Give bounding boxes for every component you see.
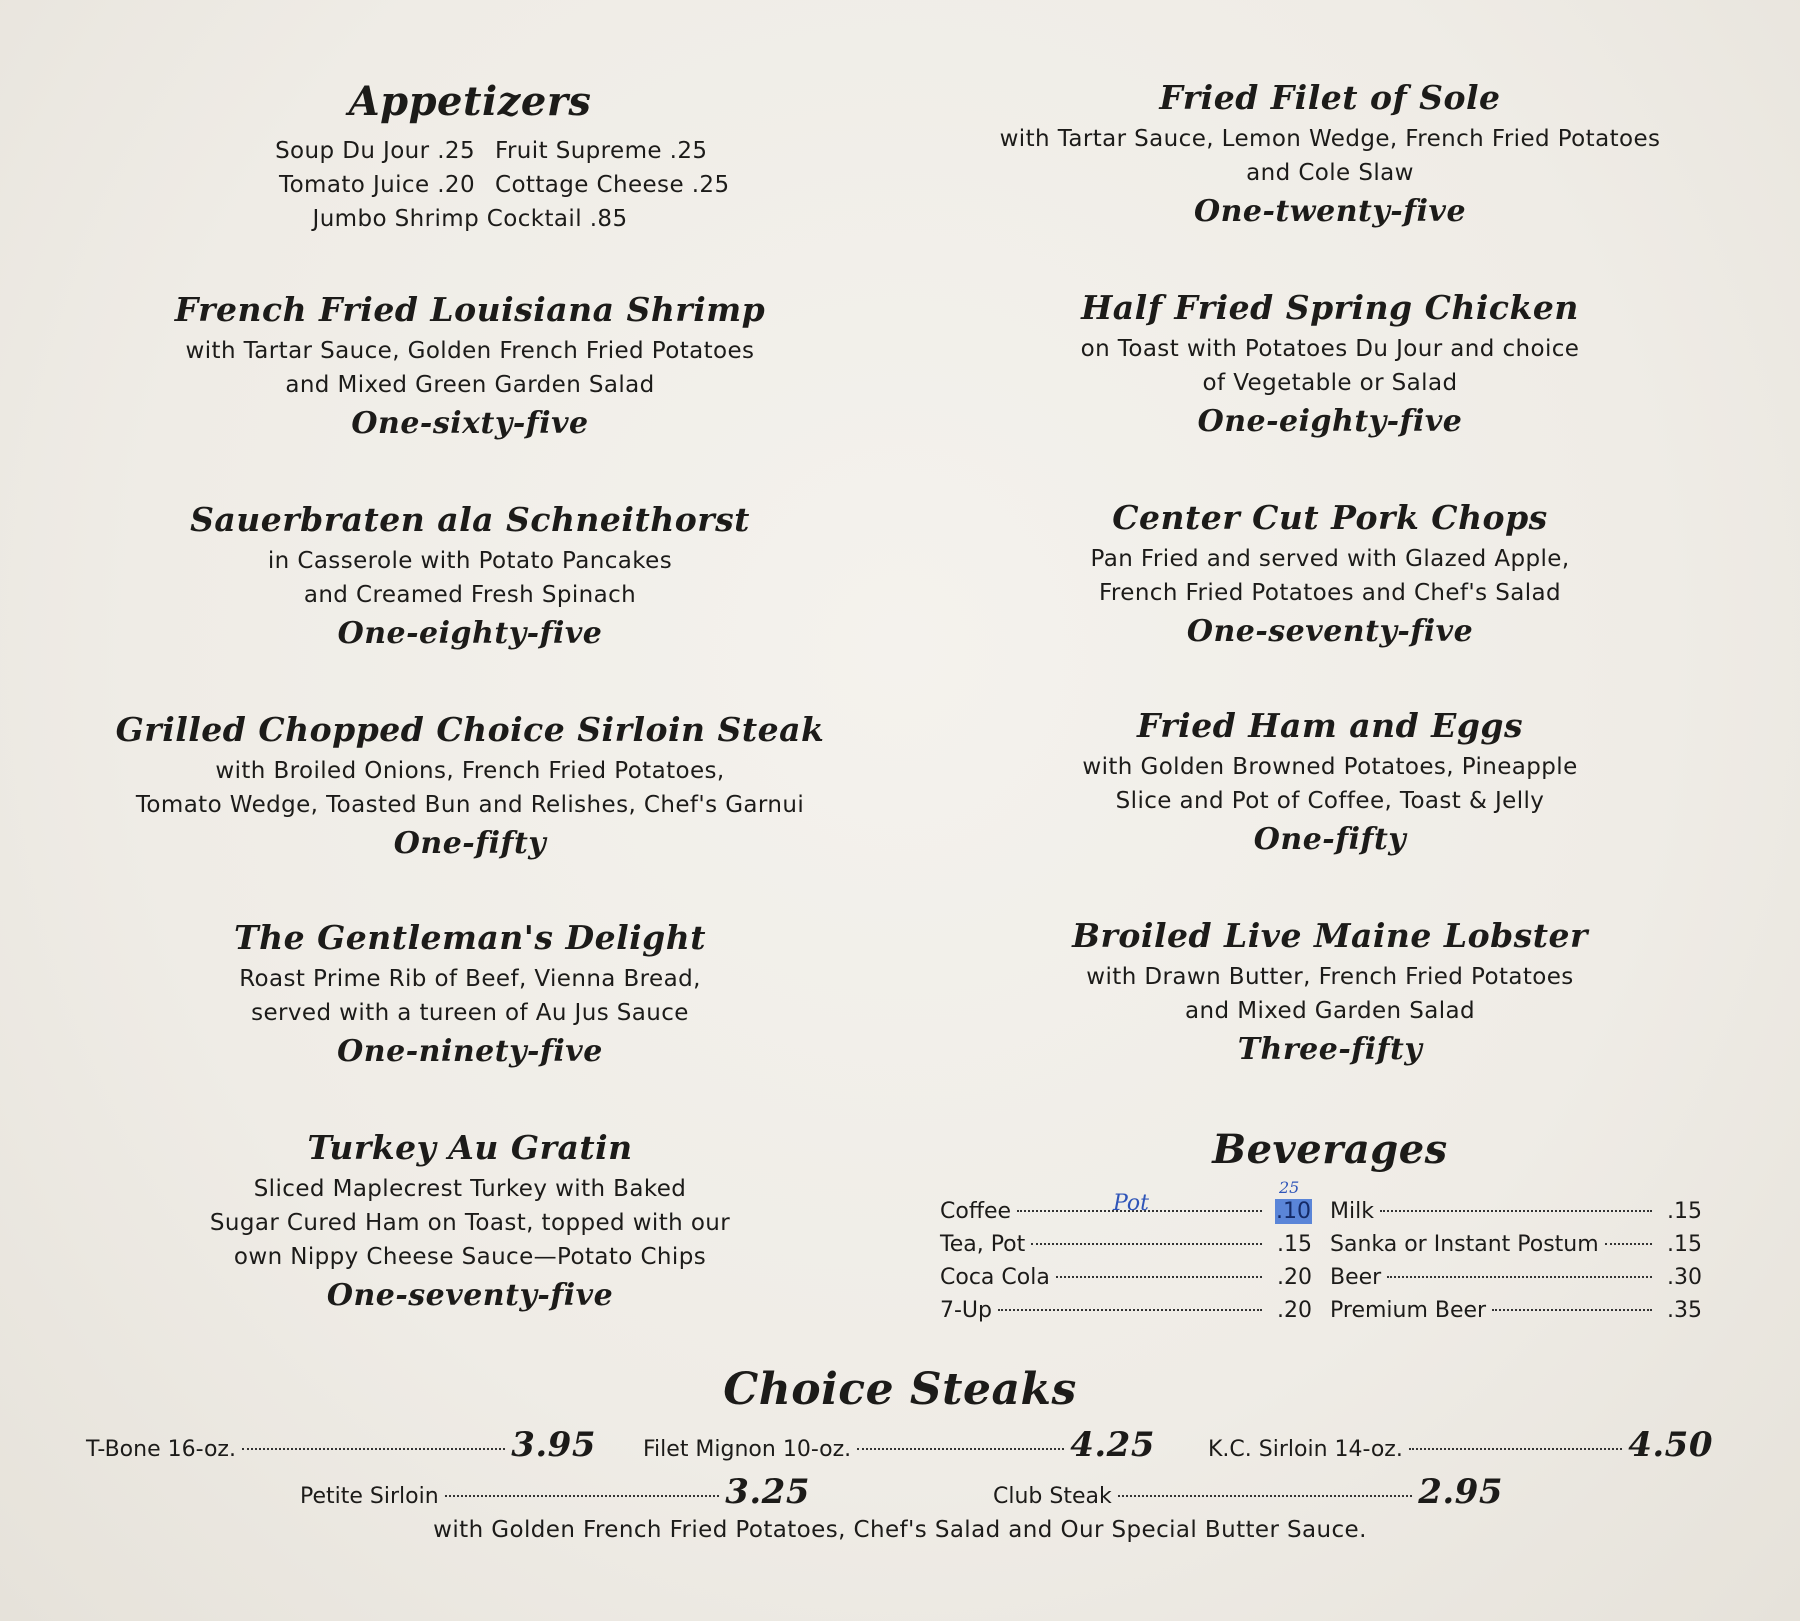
beverage-name: Sanka or Instant Postum: [1330, 1232, 1599, 1257]
steaks-footer: with Golden French Fried Potatoes, Chef's Salad and Our Special Butter Sauce.: [433, 1517, 1367, 1543]
appetizer-item: Fruit Supreme .25: [495, 138, 708, 164]
menu-item-title: Fried Filet of Sole: [1159, 78, 1501, 117]
menu-item: [70, 710, 870, 864]
menu-item-description: Pan Fried and served with Glazed Apple,: [1090, 546, 1570, 572]
beverage-name: Milk: [1330, 1199, 1374, 1224]
menu-item-title: Turkey Au Gratin: [307, 1128, 633, 1167]
menu-item-title: Half Fried Spring Chicken: [1081, 288, 1579, 327]
appetizer-item: Jumbo Shrimp Cocktail .85: [312, 206, 628, 232]
menu-item: [930, 78, 1730, 232]
beverage-price: .15: [1667, 1232, 1702, 1257]
menu-item-price: One-fifty: [1253, 822, 1407, 857]
leader-dots: [1118, 1495, 1412, 1497]
menu-item: [930, 288, 1730, 442]
leader-dots: [445, 1495, 720, 1497]
steak-name: Petite Sirloin: [300, 1484, 439, 1509]
beverage-row: [1330, 1294, 1720, 1327]
menu-item-price: One-eighty-five: [337, 616, 603, 651]
steak-item: [1208, 1425, 1713, 1465]
beverage-price: .20: [1277, 1298, 1312, 1323]
leader-dots: [998, 1309, 1262, 1311]
menu-item-description: and Mixed Green Garden Salad: [285, 372, 655, 398]
menu-item-description: French Fried Potatoes and Chef's Salad: [1098, 580, 1562, 606]
menu-item-price: One-seventy-five: [326, 1278, 614, 1313]
menu-item-price: One-fifty: [393, 826, 547, 861]
menu-item-description: in Casserole with Potato Pancakes: [267, 548, 673, 574]
menu-item-description: and Cole Slaw: [1246, 160, 1414, 186]
menu-item-title: The Gentleman's Delight: [234, 918, 706, 957]
appetizers-list: [70, 134, 870, 202]
leader-dots: [1387, 1276, 1652, 1278]
appetizers-section: [70, 78, 870, 236]
appetizer-item: Soup Du Jour .25: [275, 138, 475, 164]
beverage-row: [1330, 1228, 1720, 1261]
steak-price: 4.25: [1070, 1425, 1155, 1465]
steak-price: 2.95: [1418, 1472, 1503, 1512]
menu-item-description: Roast Prime Rib of Beef, Vienna Bread,: [239, 966, 701, 992]
leader-dots: [242, 1448, 505, 1450]
menu-item-description: Slice and Pot of Coffee, Toast & Jelly: [1115, 788, 1545, 814]
appetizers-title: Appetizers: [348, 78, 592, 125]
menu-item-description: and Creamed Fresh Spinach: [303, 582, 637, 608]
steak-item: [993, 1472, 1503, 1512]
beverage-name: Coffee: [940, 1199, 1012, 1224]
struck-price: .10: [1276, 1199, 1311, 1224]
menu-item: [70, 500, 870, 654]
beverage-row: [940, 1294, 1330, 1327]
menu-item-title: French Fried Louisiana Shrimp: [174, 290, 766, 329]
menu-item-description: with Golden Browned Potatoes, Pineapple: [1082, 754, 1578, 780]
steak-item: [86, 1425, 596, 1465]
beverage-name: 7-Up: [940, 1298, 993, 1323]
steak-name: Filet Mignon 10-oz.: [643, 1437, 852, 1462]
menu-item-price: One-twenty-five: [1193, 194, 1467, 229]
appetizer-item: Cottage Cheese .25: [495, 172, 730, 198]
beverage-name: Beer: [1330, 1265, 1382, 1290]
menu-item-description: own Nippy Cheese Sauce—Potato Chips: [233, 1244, 707, 1270]
menu-item: [930, 498, 1730, 652]
beverage-row: [940, 1261, 1330, 1294]
steak-name: T-Bone 16-oz.: [86, 1437, 236, 1462]
beverage-price: [1268, 1195, 1312, 1228]
menu-item-description: served with a tureen of Au Jus Sauce: [251, 1000, 689, 1026]
menu-item: [70, 290, 870, 444]
beverage-price: .20: [1277, 1265, 1312, 1290]
leader-dots: [1056, 1276, 1262, 1278]
steak-price: 3.95: [511, 1425, 596, 1465]
menu-item-price: Three-fifty: [1237, 1032, 1423, 1067]
leader-dots: [1492, 1309, 1652, 1311]
menu-item: [70, 918, 870, 1072]
menu-item-title: Center Cut Pork Chops: [1112, 498, 1548, 537]
beverage-row: [940, 1228, 1330, 1261]
beverage-name: Premium Beer: [1330, 1298, 1487, 1323]
menu-item: [930, 706, 1730, 860]
beverages-section: [930, 1126, 1730, 1174]
menu-item-description: and Mixed Garden Salad: [1185, 998, 1475, 1024]
leader-dots: [1409, 1448, 1622, 1450]
beverages-list: [940, 1195, 1720, 1327]
beverage-price: .30: [1667, 1265, 1702, 1290]
beverage-price: .35: [1667, 1298, 1702, 1323]
menu-item: [930, 916, 1730, 1070]
steak-price: 4.50: [1628, 1425, 1713, 1465]
beverage-price: .15: [1277, 1232, 1312, 1257]
beverage-row: [1330, 1195, 1720, 1228]
menu-item-title: Broiled Live Maine Lobster: [1072, 916, 1588, 955]
beverage-name: Coca Cola: [940, 1265, 1050, 1290]
beverages-title: Beverages: [1212, 1126, 1448, 1173]
menu-item-price: One-seventy-five: [1186, 614, 1474, 649]
menu-item-description: with Tartar Sauce, Lemon Wedge, French Fried Potatoes: [999, 126, 1661, 152]
menu-item-description: on Toast with Potatoes Du Jour and choice: [1080, 336, 1580, 362]
menu-item-description: with Tartar Sauce, Golden French Fried Potatoes: [185, 338, 755, 364]
menu-item-title: Sauerbraten ala Schneithorst: [190, 500, 750, 539]
handwritten-note: Pot: [1113, 1191, 1149, 1216]
handwritten-price: 25: [1279, 1178, 1300, 1197]
leader-dots: [1605, 1243, 1652, 1245]
leader-dots: [1031, 1243, 1262, 1245]
beverage-name: Tea, Pot: [940, 1232, 1026, 1257]
steak-item: [643, 1425, 1155, 1465]
leader-dots: [1380, 1210, 1652, 1212]
steaks-title: Choice Steaks: [723, 1364, 1077, 1415]
menu-item-price: One-ninety-five: [337, 1034, 603, 1069]
menu-item-description: Tomato Wedge, Toasted Bun and Relishes, Chef's Garnui: [135, 792, 805, 818]
steak-name: Club Steak: [993, 1484, 1112, 1509]
menu-item-price: One-sixty-five: [351, 406, 589, 441]
menu-item-description: of Vegetable or Salad: [1202, 370, 1458, 396]
leader-dots: [857, 1448, 1064, 1450]
menu-item-description: with Broiled Onions, French Fried Potatoes,: [215, 758, 725, 784]
beverage-price: .15: [1667, 1199, 1702, 1224]
menu-item-description: Sliced Maplecrest Turkey with Baked: [253, 1176, 687, 1202]
menu-item-title: Fried Ham and Eggs: [1136, 706, 1524, 745]
menu-item: [70, 1128, 870, 1316]
steak-price: 3.25: [725, 1472, 810, 1512]
steak-item: [300, 1472, 810, 1512]
steak-name: K.C. Sirloin 14-oz.: [1208, 1437, 1403, 1462]
menu-item-description: with Drawn Butter, French Fried Potatoes: [1086, 964, 1574, 990]
beverage-row: [1330, 1261, 1720, 1294]
menu-item-title: Grilled Chopped Choice Sirloin Steak: [115, 710, 825, 749]
appetizer-item: Tomato Juice .20: [279, 172, 475, 198]
menu-item-price: One-eighty-five: [1197, 404, 1463, 439]
menu-item-description: Sugar Cured Ham on Toast, topped with our: [209, 1210, 731, 1236]
